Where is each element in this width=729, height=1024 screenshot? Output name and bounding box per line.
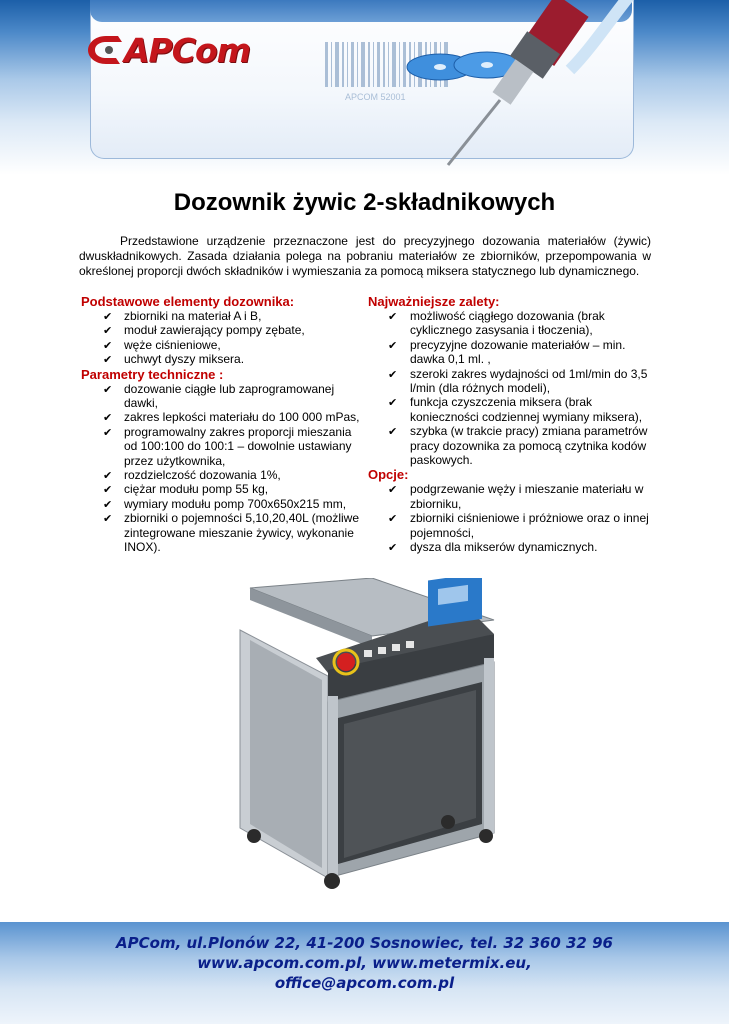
list-item-text: zbiorniki o pojemności 5,10,20,40L (możliwe zintegrowane mieszanie żywicy, wykonanie INOX). [124,511,360,555]
list-item-text: dysza dla mikserów dynamicznych. [410,540,598,555]
list-item-text: dozowanie ciągłe lub zaprogramowanej dawki, [124,381,335,411]
advantages-list [368,309,658,467]
check-icon: ✔ [388,311,398,323]
list-item [81,497,366,511]
list-item-text: precyzyjne dozowanie materiałów – min. dawka 0,1 ml. , [410,337,626,367]
logo-text: APCom [124,30,251,70]
list-item-text: ciężar modułu pomp 55 kg, [124,482,269,497]
list-item [81,338,366,352]
footer-websites: www.apcom.com.pl, www.metermix.eu, [197,954,532,972]
list-item-text: możliwość ciągłego dozowania (brak cyklicznego zasysania i tłoczenia), [410,309,605,338]
check-icon: ✔ [103,325,113,338]
logo-mark-icon [86,34,124,66]
check-icon: ✔ [103,383,113,396]
list-item [368,395,658,424]
check-icon: ✔ [103,426,113,439]
list-item [81,323,366,337]
basic-elements-heading: Podstawowe elementy dozownika: [81,294,295,309]
footer-address: APCom, ul.Plonów 22, 41-200 Sosnowiec, tel. 32 360 32 96 [116,934,613,952]
list-item-text: uchwyt dyszy miksera. [124,352,245,367]
list-item [81,468,366,482]
list-item [368,424,658,467]
options-list [368,482,658,554]
options-heading: Opcje: [368,467,409,483]
check-icon: ✔ [103,470,113,483]
check-icon: ✔ [388,368,398,381]
list-item-text: moduł zawierający pompy zębate, [124,323,305,338]
list-item-text: węże ciśnieniowe, [124,337,221,352]
list-item-text: podgrzewanie węży i mieszanie materiału w zbiorniku, [410,482,644,511]
list-item-text: wymiary modułu pomp 700x650x215 mm, [124,496,347,511]
list-item [81,511,366,554]
check-icon: ✔ [388,339,398,352]
list-item-text: zbiorniki na materiał A i B, [124,309,262,323]
tech-params-list [81,382,366,555]
list-item [368,309,658,338]
list-item-text: zakres lepkości materiału do 100 000 mPas, [124,410,360,425]
list-item [81,309,366,323]
check-icon: ✔ [388,426,398,439]
list-item [368,511,658,540]
list-item [368,338,658,367]
check-icon: ✔ [103,513,113,526]
list-item [368,482,658,511]
list-item [81,382,366,411]
list-item [81,352,366,366]
list-item [368,367,658,396]
list-item-text: szeroki zakres wydajności od 1ml/min do 3,5 l/min (dla różnych modeli), [410,366,648,396]
check-icon: ✔ [103,311,113,323]
list-item-text: programowalny zakres proporcji mieszania od 100:100 do 100:1 – dowolnie ustawiany przez użytkownika, [124,424,352,468]
page-title: Dozownik żywic 2-składnikowych [173,189,556,216]
left-column [81,294,366,555]
check-icon: ✔ [388,397,398,410]
list-item [368,540,658,554]
list-item-text: rozdzielczość dozowania 1%, [124,468,281,483]
list-item-text: zbiorniki ciśnieniowe i próżniowe oraz o innej pojemności, [410,511,649,540]
check-icon: ✔ [103,412,113,425]
apcom-logo [86,30,250,70]
right-column [368,294,658,555]
page-header [0,0,729,175]
check-icon: ✔ [388,513,398,526]
page-footer [0,922,729,1024]
dispenser-gun-graphic [440,0,640,170]
footer-email: office@apcom.com.pl [274,974,455,992]
check-icon: ✔ [103,498,113,511]
check-icon: ✔ [388,542,398,555]
check-icon: ✔ [388,484,398,497]
list-item [81,482,366,496]
list-item-text: funkcja czyszczenia miksera (brak konieczności codziennej wymiany miksera), [410,395,643,424]
tech-params-heading: Parametry techniczne : [81,366,224,382]
list-item-text: szybka (w trakcie pracy) zmiana parametrów pracy dozownika za pomocą czytnika kodów paskowych. [410,424,648,468]
advantages-heading: Najważniejsze zalety: [368,294,500,309]
check-icon: ✔ [103,484,113,497]
check-icon: ✔ [103,339,113,352]
barcode-text: APCOM 52001 [345,92,406,102]
basic-elements-list [81,309,366,367]
list-item [81,425,366,468]
intro-paragraph: Przedstawione urządzenie przeznaczone jest do precyzyjnego dozowania materiałów (żywic) dwuskładnikowych. Zasada działania polega na pobraniu materiałów ze zbiorników, przepompowania w określonej proporcji dwóch składników i wymieszania za pomocą miksera statycznego lub dynamicznego. [79,234,651,278]
check-icon: ✔ [103,354,113,367]
list-item [81,410,366,424]
dispenser-machine-image [232,578,500,890]
